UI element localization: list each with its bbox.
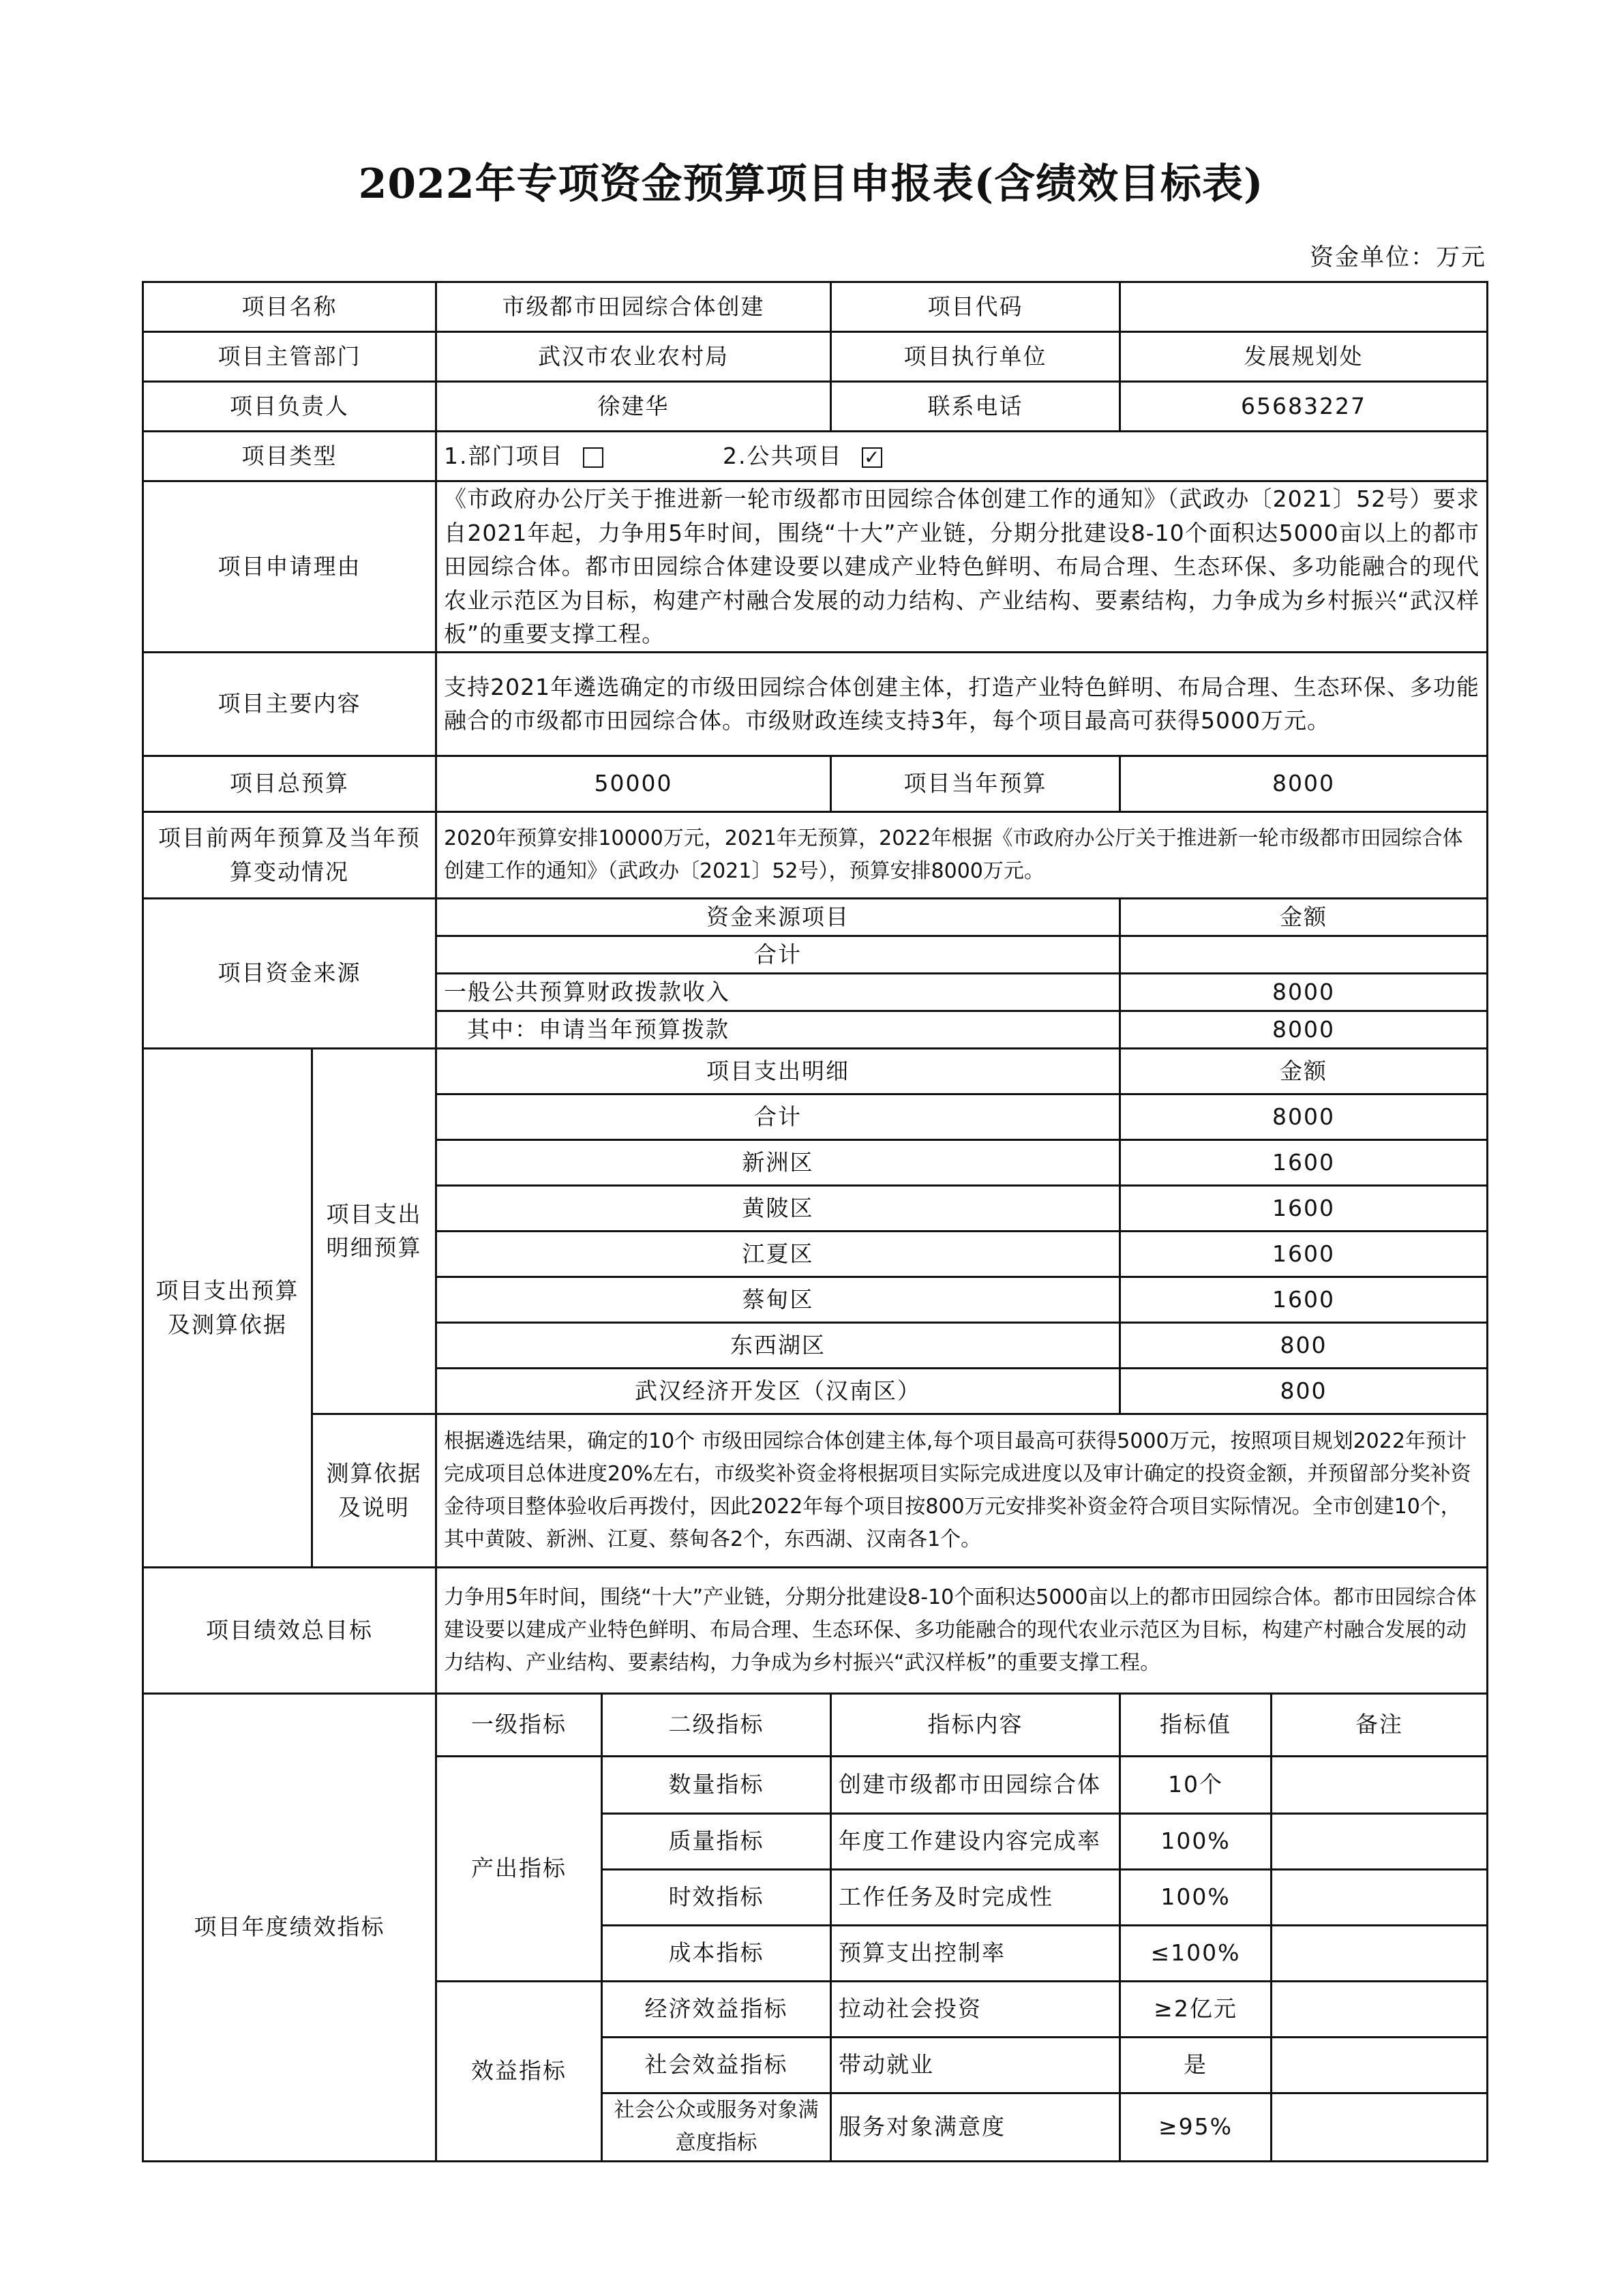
- indicator-content: 预算支出控制率: [831, 1925, 1120, 1981]
- value-department: 武汉市农业农村局: [436, 332, 831, 382]
- source-amount: 8000: [1120, 1011, 1488, 1048]
- label-fund-source: 项目资金来源: [143, 898, 436, 1048]
- source-item: 其中：申请当年预算拨款: [436, 1011, 1120, 1048]
- expense-header-item: 项目支出明细: [436, 1048, 1120, 1094]
- indicator-note: [1272, 1756, 1488, 1813]
- expense-amount: 1600: [1120, 1231, 1488, 1277]
- value-performance-goal: 力争用5年时间，围绕“十大”产业链，分期分批建设8-10个面积达5000亩以上的都市田园综合体。都市田园综合体建设要以建成产业特色鲜明、布局合理、生态环保、多功能融合的现代农业示范区为目标，构建产村融合发展的动力结构、产业结构、要素结构，力争成为乡村振兴“武汉样板”的重要支撑工程。: [436, 1567, 1488, 1693]
- source-header-amount: 金额: [1120, 898, 1488, 936]
- label-project-code: 项目代码: [831, 282, 1120, 332]
- indicator-value: 100%: [1120, 1813, 1272, 1869]
- expense-item: 蔡甸区: [436, 1277, 1120, 1322]
- label-calculation-basis: 测算依据及说明: [312, 1414, 436, 1567]
- row-calculation-basis: [143, 1414, 1488, 1567]
- indicator-content: 带动就业: [831, 2037, 1120, 2093]
- application-form-table: [142, 281, 1488, 2162]
- expense-amount: 8000: [1120, 1094, 1488, 1139]
- expense-item: 东西湖区: [436, 1322, 1120, 1368]
- indicator-level2: 社会效益指标: [602, 2037, 831, 2093]
- indicator-level1: 产出指标: [436, 1756, 602, 1981]
- source-amount: 8000: [1120, 973, 1488, 1011]
- value-total-budget: 50000: [436, 756, 831, 811]
- row-previous-budget: [143, 811, 1488, 898]
- label-expense-budget: 项目支出预算及测算依据: [143, 1048, 312, 1567]
- row-project-name: [143, 282, 1488, 332]
- row-department: [143, 332, 1488, 382]
- indicator-header-content: 指标内容: [831, 1693, 1120, 1756]
- indicator-note: [1272, 2037, 1488, 2093]
- indicator-level2: 时效指标: [602, 1869, 831, 1925]
- value-previous-budget: 2020年预算安排10000万元，2021年无预算，2022年根据《市政府办公厅关于推进新一轮市级都市田园综合体创建工作的通知》（武政办〔2021〕52号），预算安排8000万元。: [436, 811, 1488, 898]
- label-application-reason: 项目申请理由: [143, 481, 436, 653]
- indicator-value: ≤100%: [1120, 1925, 1272, 1981]
- source-amount: [1120, 936, 1488, 973]
- indicator-note: [1272, 1813, 1488, 1869]
- document-title: 2022年专项资金预算项目申报表(含绩效目标表): [358, 160, 1264, 208]
- source-item: 合计: [436, 936, 1120, 973]
- indicator-level2: 经济效益指标: [602, 1981, 831, 2037]
- expense-amount: 800: [1120, 1322, 1488, 1368]
- indicator-header-value: 指标值: [1120, 1693, 1272, 1756]
- expense-header-amount: 金额: [1120, 1048, 1488, 1094]
- value-project-name: 市级都市田园综合体创建: [436, 282, 831, 332]
- value-application-reason: 《市政府办公厅关于推进新一轮市级都市田园综合体创建工作的通知》（武政办〔2021〕52号）要求自2021年起，力争用5年时间，围绕“十大”产业链，分期分批建设8-10个面积达5000亩以上的都市田园综合体。都市田园综合体建设要以建成产业特色鲜明、布局合理、生态环保、多功能融合的现代农业示范区为目标，构建产村融合发展的动力结构、产业结构、要素结构，力争成为乡村振兴“武汉样板”的重要支撑工程。: [436, 481, 1488, 653]
- row-leader: [143, 382, 1488, 432]
- indicator-header-level1: 一级指标: [436, 1693, 602, 1756]
- indicator-header-row: [143, 1693, 1488, 1756]
- indicator-value: ≥95%: [1120, 2093, 1272, 2161]
- value-executor: 发展规划处: [1120, 332, 1488, 382]
- row-project-type: [143, 432, 1488, 481]
- indicator-content: 创建市级都市田园综合体: [831, 1756, 1120, 1813]
- unit-label: 资金单位：万元: [1309, 244, 1486, 271]
- indicator-content: 年度工作建设内容完成率: [831, 1813, 1120, 1869]
- label-phone: 联系电话: [831, 382, 1120, 432]
- value-phone: 65683227: [1120, 382, 1488, 432]
- indicator-note: [1272, 1925, 1488, 1981]
- source-header-item: 资金来源项目: [436, 898, 1120, 936]
- label-previous-budget: 项目前两年预算及当年预算变动情况: [143, 811, 436, 898]
- value-project-type: [436, 432, 1488, 481]
- source-item: 一般公共预算财政拨款收入: [436, 973, 1120, 1011]
- indicator-note: [1272, 1981, 1488, 2037]
- type-option-department-checkbox[interactable]: [583, 447, 603, 468]
- row-application-reason: [143, 481, 1488, 653]
- label-expense-detail: 项目支出明细预算: [312, 1048, 436, 1414]
- label-leader: 项目负责人: [143, 382, 436, 432]
- expense-amount: 1600: [1120, 1277, 1488, 1322]
- label-year-budget: 项目当年预算: [831, 756, 1120, 811]
- type-option-public-label: 2.公共项目: [723, 443, 843, 470]
- expense-amount: 1600: [1120, 1185, 1488, 1231]
- indicator-content: 拉动社会投资: [831, 1981, 1120, 2037]
- indicator-level2: 数量指标: [602, 1756, 831, 1813]
- label-executor: 项目执行单位: [831, 332, 1120, 382]
- label-main-content: 项目主要内容: [143, 652, 436, 756]
- expense-amount: 800: [1120, 1368, 1488, 1414]
- source-header-row: [143, 898, 1488, 936]
- expense-item: 江夏区: [436, 1231, 1120, 1277]
- value-main-content: 支持2021年遴选确定的市级田园综合体创建主体，打造产业特色鲜明、布局合理、生态环保、多功能融合的市级都市田园综合体。市级财政连续支持3年，每个项目最高可获得5000万元。: [436, 652, 1488, 756]
- indicator-content: 服务对象满意度: [831, 2093, 1120, 2161]
- label-project-name: 项目名称: [143, 282, 436, 332]
- value-calculation-basis: 根据遴选结果，确定的10个 市级田园综合体创建主体,每个项目最高可获得5000万元，按照项目规划2022年预计完成项目总体进度20%左右，市级奖补资金将根据项目实际完成进度以及审计确定的投资金额，并预留部分奖补资金待项目整体验收后再拨付，因此2022年每个项目按800万元安排奖补资金符合项目实际情况。全市创建10个，其中黄陂、新洲、江夏、蔡甸各2个，东西湖、汉南各1个。: [436, 1414, 1488, 1567]
- value-year-budget: 8000: [1120, 756, 1488, 811]
- row-performance-goal: [143, 1567, 1488, 1693]
- indicator-value: ≥2亿元: [1120, 1981, 1272, 2037]
- row-main-content: [143, 652, 1488, 756]
- indicator-header-note: 备注: [1272, 1693, 1488, 1756]
- expense-amount: 1600: [1120, 1139, 1488, 1185]
- indicator-value: 10个: [1120, 1756, 1272, 1813]
- indicator-level2: 成本指标: [602, 1925, 831, 1981]
- indicator-header-level2: 二级指标: [602, 1693, 831, 1756]
- indicator-note: [1272, 2093, 1488, 2161]
- label-annual-indicators: 项目年度绩效指标: [143, 1693, 436, 2161]
- expense-item: 新洲区: [436, 1139, 1120, 1185]
- indicator-level1: 效益指标: [436, 1981, 602, 2161]
- indicator-value: 100%: [1120, 1869, 1272, 1925]
- indicator-note: [1272, 1869, 1488, 1925]
- type-option-public-checkbox[interactable]: [862, 447, 882, 468]
- value-leader: 徐建华: [436, 382, 831, 432]
- expense-item: 黄陂区: [436, 1185, 1120, 1231]
- label-project-type: 项目类型: [143, 432, 436, 481]
- expense-item: 武汉经济开发区（汉南区）: [436, 1368, 1120, 1414]
- indicator-level2: 质量指标: [602, 1813, 831, 1869]
- label-department: 项目主管部门: [143, 332, 436, 382]
- expense-header-row: [143, 1048, 1488, 1094]
- expense-item: 合计: [436, 1094, 1120, 1139]
- row-total-budget: [143, 756, 1488, 811]
- indicator-content: 工作任务及时完成性: [831, 1869, 1120, 1925]
- label-total-budget: 项目总预算: [143, 756, 436, 811]
- label-performance-goal: 项目绩效总目标: [143, 1567, 436, 1693]
- indicator-level2: 社会公众或服务对象满意度指标: [602, 2093, 831, 2161]
- value-project-code: [1120, 282, 1488, 332]
- indicator-value: 是: [1120, 2037, 1272, 2093]
- type-option-department-label: 1.部门项目: [444, 443, 564, 470]
